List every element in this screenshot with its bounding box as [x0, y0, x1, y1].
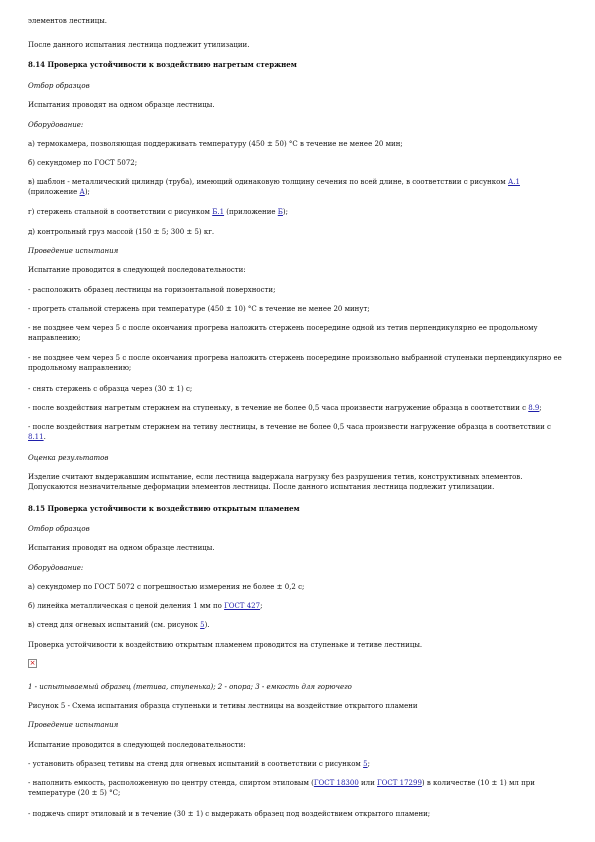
list-item-wrapped [28, 423, 568, 442]
list-item-wrapped [28, 779, 568, 798]
section-heading: 8.14 Проверка устойчивости к воздействию нагретым стержнем [28, 60, 297, 69]
text-segment: ) в количестве (10 ± 1) мл при температуре (20 ± 5) °С; [28, 779, 535, 797]
text-line: Испытания проводят на одном образце лестницы. [28, 544, 215, 552]
text-segment: в) стенд для огневых испытаний (см. рисунок [28, 621, 201, 629]
text-segment: (приложение [224, 208, 278, 216]
list-item: д) контрольный груз массой (150 ± 5; 300 ± 5) кг. [28, 228, 215, 236]
link-figure-5[interactable]: 5 [200, 621, 205, 629]
link-figure-a1[interactable]: А.1 [507, 178, 520, 186]
list-item [28, 760, 568, 770]
text-segment: (приложение [28, 187, 80, 196]
list-item: а) секундомер по ГОСТ 5072 с погрешностью измерения не более ± 0,2 с; [28, 583, 305, 591]
link-figure-b1[interactable]: Б.1 [212, 208, 225, 216]
punctuation: ; [367, 760, 370, 768]
text-segment: или [358, 779, 378, 787]
link-section-8-11[interactable]: 8.11 [28, 432, 44, 441]
list-item: б) секундомер по ГОСТ 5072; [28, 159, 138, 167]
punctuation: ; [539, 404, 542, 412]
link-gost-427[interactable]: ГОСТ 427 [224, 602, 261, 610]
list-item: - расположить образец лестницы на горизонтальной поверхности; [28, 286, 276, 294]
list-item [28, 404, 568, 414]
subheading: Оценка результатов [28, 454, 109, 462]
subheading: Проведение испытания [28, 247, 119, 255]
list-item-wrapped [28, 178, 568, 197]
link-gost-18300[interactable]: ГОСТ 18300 [313, 779, 359, 787]
text-line: Испытание проводится в следующей последовательности: [28, 266, 246, 274]
text-line: элементов лестницы. [28, 17, 108, 25]
text-segment: г) стержень стальной в соответствии с рисунком [28, 208, 213, 216]
text-line: Испытание проводится в следующей последовательности: [28, 741, 246, 749]
punctuation: ); [84, 187, 90, 196]
list-item: - поджечь спирт этиловый и в течение (30 ± 1) с выдержать образец под воздействием открытого пламени; [28, 810, 431, 818]
figure-legend: 1 - испытываемый образец (тетива, ступенька); 2 - опора; 3 - емкость для горючего [28, 683, 352, 691]
list-item [28, 621, 568, 631]
subheading: Отбор образцов [28, 525, 90, 533]
list-item [28, 208, 568, 218]
link-gost-17299[interactable]: ГОСТ 17299 [377, 779, 422, 787]
link-appendix-a[interactable]: А [79, 187, 85, 196]
list-item-wrapped: - не позднее чем через 5 с после окончания прогрева наложить стержень посередине произвольно выбранной ступеньки перпендикулярно ее продольному направлению; [28, 354, 562, 372]
subheading: Оборудование: [28, 121, 84, 129]
text-segment: - наполнить емкость, расположенную по центру стенда, спиртом этиловым ( [28, 779, 314, 787]
link-figure-5[interactable]: 5 [363, 760, 368, 768]
figure-caption: Рисунок 5 - Схема испытания образца ступеньки и тетивы лестницы на воздействие открытого пламени [28, 702, 418, 710]
paragraph: Изделие считают выдержавшим испытание, если лестница выдержала нагрузку без разрушения тетив, конструктивных элементов. Допускаются незначительные деформации элементов лестницы. После данного испытания лестница подлежит утилизации. [28, 473, 523, 491]
text-line: После данного испытания лестница подлежит утилизации. [28, 41, 250, 49]
text-segment: в) шаблон - металлический цилиндр (труба), имеющий одинаковую толщину сечения по всей длине, в соответствии с рисунком [28, 178, 508, 186]
punctuation: ); [282, 208, 289, 216]
punctuation: ; [260, 602, 263, 610]
list-item: - снять стержень с образца через (30 ± 1) с; [28, 385, 193, 393]
list-item: - прогреть стальной стержень при температуре (450 ± 10) °С в течение не менее 20 минут; [28, 305, 370, 313]
list-item: а) термокамера, позволяющая поддерживать температуру (450 ± 50) °С в течение не менее 20 мин; [28, 140, 403, 148]
text-segment: - после воздействия нагретым стержнем на ступеньку, в течение не более 0,5 часа произвести нагружение образца в соответствии с [28, 404, 529, 412]
list-item-wrapped: - не позднее чем через 5 с после окончания прогрева наложить стержень посередине одной из тетив перпендикулярно ее продольному направлению; [28, 324, 538, 342]
section-heading: 8.15 Проверка устойчивости к воздействию открытым пламенем [28, 504, 300, 513]
link-section-8-9[interactable]: 8.9 [528, 404, 540, 412]
list-item [28, 602, 568, 612]
text-segment: - установить образец тетивы на стенд для огневых испытаний в соответствии с рисунком [28, 760, 364, 768]
subheading: Отбор образцов [28, 82, 90, 90]
punctuation: . [43, 432, 46, 441]
subheading: Оборудование: [28, 564, 84, 572]
text-line: Проверка устойчивости к воздействию открытым пламенем проводится на ступеньке и тетиве лестницы. [28, 641, 423, 649]
subheading: Проведение испытания [28, 721, 119, 729]
punctuation: ). [204, 621, 210, 629]
text-segment: - после воздействия нагретым стержнем на тетиву лестницы, в течение не более 0,5 часа произвести нагружение образца в соответствии с [28, 423, 551, 431]
text-line: Испытания проводят на одном образце лестницы. [28, 101, 215, 109]
link-appendix-b[interactable]: Б [277, 208, 283, 216]
text-segment: б) линейка металлическая с ценой деления 1 мм по [28, 602, 225, 610]
broken-image-icon[interactable]: × [29, 659, 36, 667]
